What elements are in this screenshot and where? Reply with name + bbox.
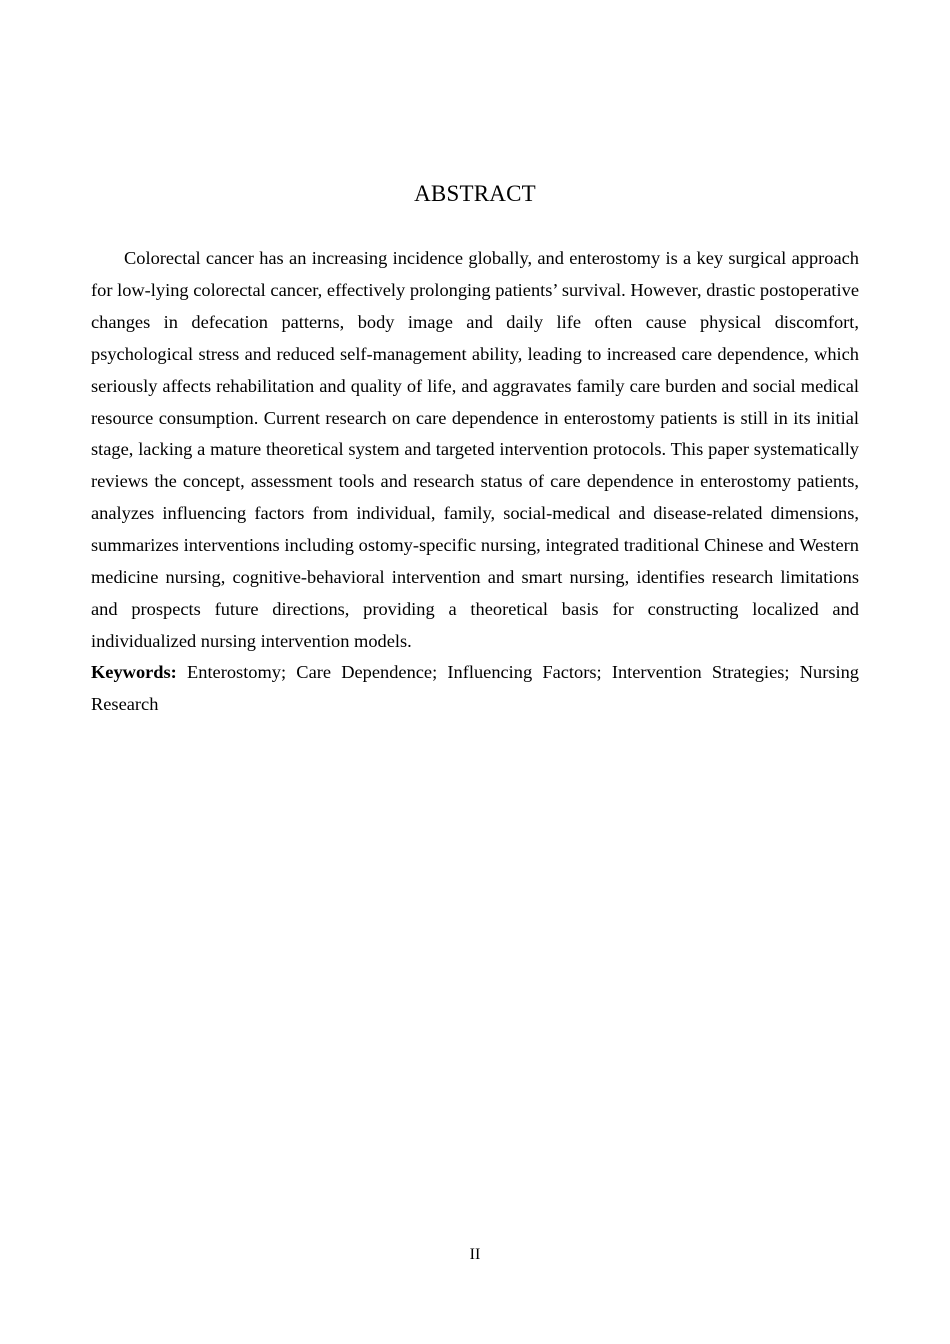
keywords-text: Enterostomy; Care Dependence; Influencing Factors; Intervention Strategies; Nursing Research [91,662,859,714]
abstract-title: ABSTRACT [414,181,536,206]
abstract-body: Colorectal cancer has an increasing incidence globally, and enterostomy is a key surgical approach for low-lying colorectal cancer, effectively prolonging patients’ survival. However, drastic postoperative changes in defecation patterns, body image and daily life often cause physical discomfort, psychological stress and reduced self-management ability, leading to increased care dependence, which seriously affects rehabilitation and quality of life, and aggravates family care burden and social medical resource consumption. Current research on care dependence in enterostomy patients is still in its initial stage, lacking a mature theoretical system and targeted intervention protocols. This paper systematically reviews the concept, assessment tools and research status of care dependence in enterostomy patients, analyzes influencing factors from individual, family, social-medical and disease-related dimensions, summarizes interventions including ostomy-specific nursing, integrated traditional Chinese and Western medicine nursing, cognitive-behavioral intervention and smart nursing, identifies research limitations and prospects future directions, providing a theoretical basis for constructing localized and individualized nursing intervention models. [91,248,859,651]
page-number: II [469,1246,481,1263]
keywords-label: Keywords: [91,662,177,682]
keywords-line [91,657,859,721]
